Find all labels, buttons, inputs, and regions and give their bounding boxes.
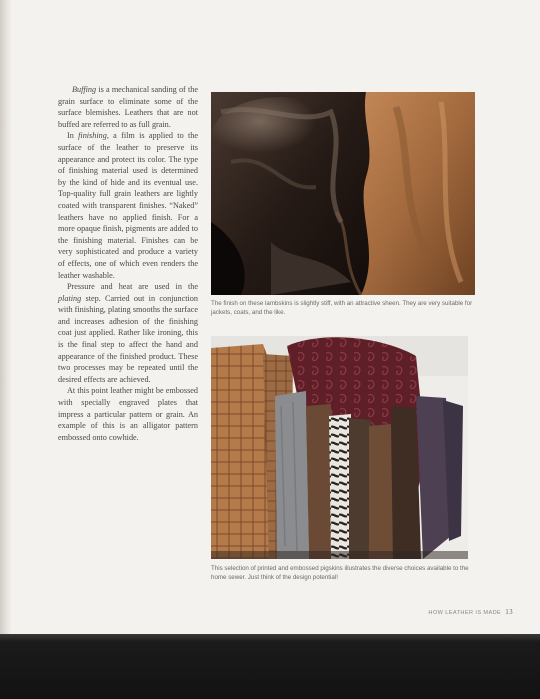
scan-background — [0, 634, 540, 699]
pigskins-caption: This selection of printed and embossed pigskins illustrates the diverse choices available to the home sewer. Just think of the design potential! — [211, 565, 469, 581]
term-finishing: finishing — [78, 131, 107, 141]
page-gutter-shadow — [0, 0, 12, 634]
term-plating: plating — [58, 293, 82, 303]
paragraph-plating: Pressure and heat are used in the plating step. Carried out in conjunction with finishing, plating smooths the surface and increases adhesion of the finishing coat just applied. Rather like ironing, this is the final step to affect the hand and appearance of the finished product. These two processes may be repeated until the desired effects are achieved. — [58, 282, 198, 384]
lambskins-caption: The finish on these lambskins is slightly stiff, with an attractive sheen. They are very suitable for jackets, coats, and the like. — [211, 300, 473, 316]
paragraph-finishing: In finishing, a film is applied to the surface of the leather to preserve its appearance and protect its color. The type of finishing material used is determined by the kind of hide and its eventual use. Top-quality full grain leathers are lightly coated with transparent finishes. “Naked” leathers have no applied finish. For a more opaque finish, pigments are added to the finishing material. Finishes can be very sophisticated and produce a variety of effects, one of which even renders the leather washable. — [58, 131, 198, 280]
lambskins-photo — [211, 92, 475, 295]
running-head: HOW LEATHER IS MADE — [428, 610, 502, 616]
term-buffing: Buffing — [72, 85, 97, 94]
page-footer — [428, 608, 513, 616]
paragraph-embossing: At this point leather might be embossed with specially engraved plates that impress a particular pattern or grain. An example of this is an alligator pattern embossed onto cowhide. — [58, 386, 198, 442]
page-number: 13 — [505, 608, 513, 616]
paragraph-buffing: Buffing is a mechanical sanding of the grain surface to eliminate some of the surface blemishes. Leathers that are not buffed are referred to as full grain. — [58, 85, 198, 129]
body-text-column — [58, 84, 198, 443]
pigskins-photo — [211, 336, 468, 559]
